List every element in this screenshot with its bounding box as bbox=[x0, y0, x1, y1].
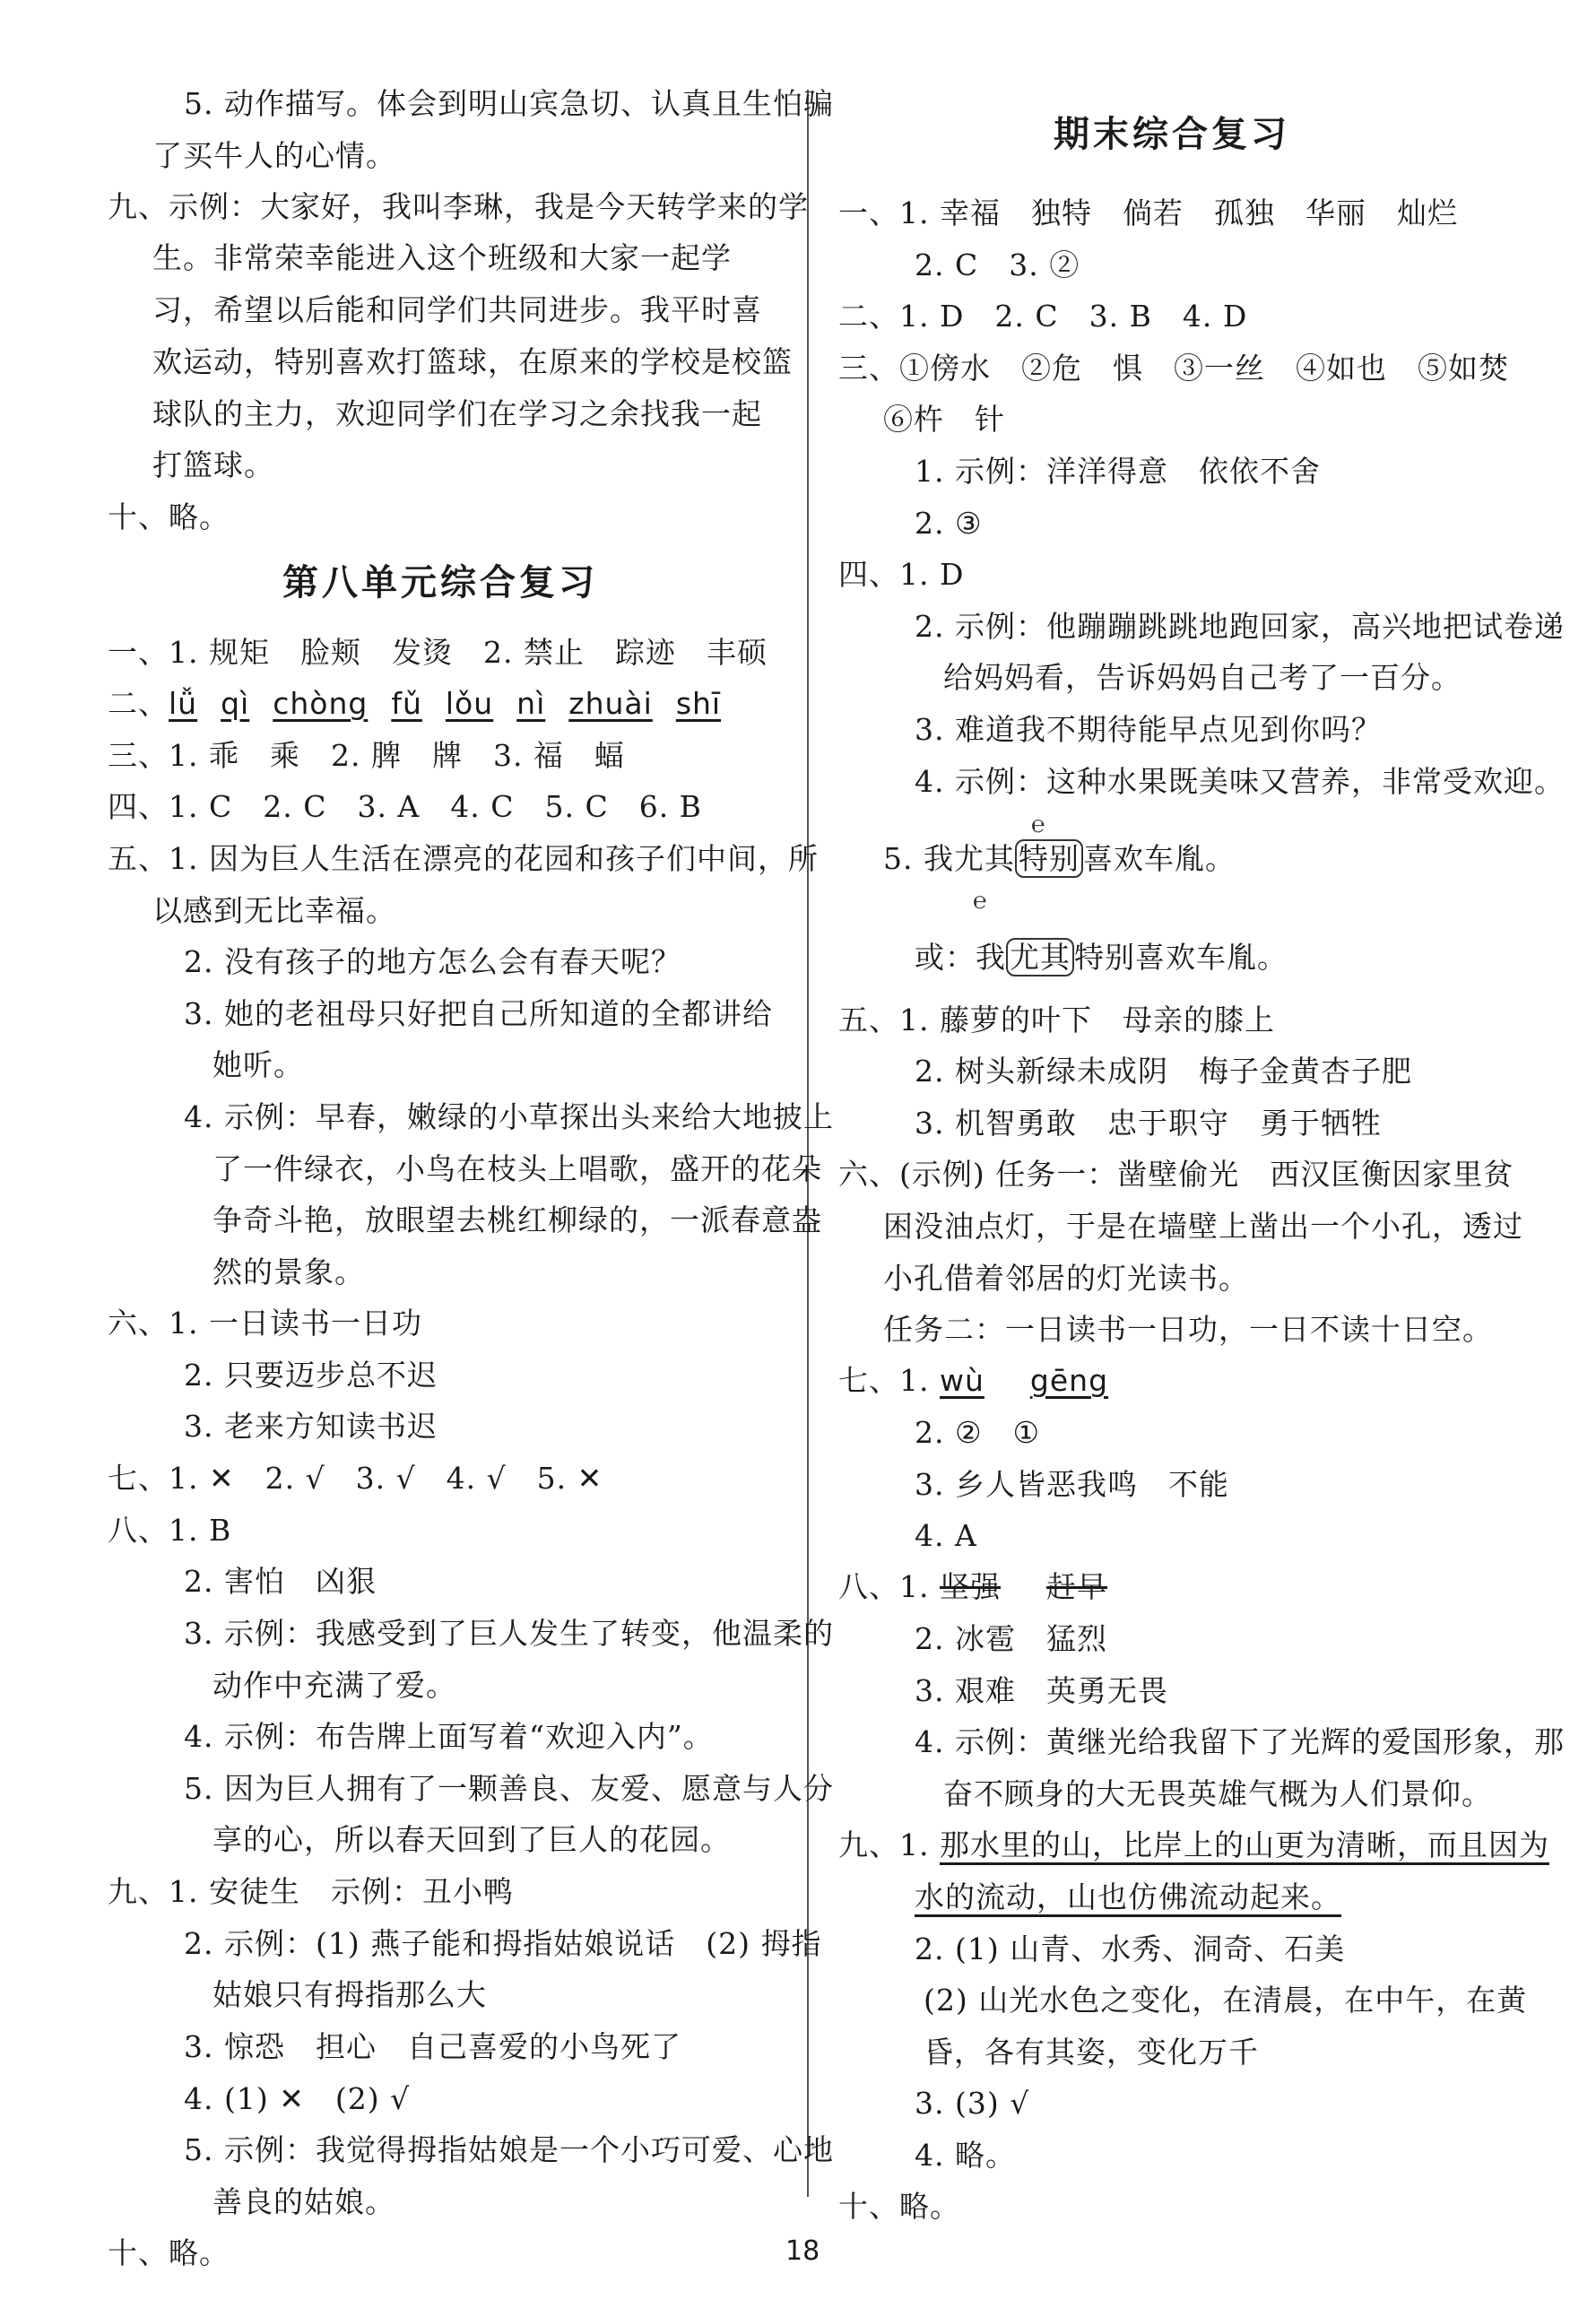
corrected-word: 坚强 bbox=[940, 1569, 1001, 1604]
answer-line: 然的景象。 bbox=[213, 1254, 365, 1289]
answer-line: 善良的姑娘。 bbox=[213, 2184, 395, 2219]
proofread-mark-icon: ℮ bbox=[1031, 812, 1045, 838]
q9-line-1 bbox=[838, 1820, 1549, 1870]
answer-line: 了一件绿衣，小鸟在枝头上唱歌，盛开的花朵 bbox=[213, 1151, 822, 1186]
answer-line: 姑娘只有拇指那么大 bbox=[213, 1977, 487, 2012]
answer-line: 4. 示例：这种水果既美味又营养，非常受欢迎。 bbox=[915, 764, 1565, 799]
answer-line: 十、略。 bbox=[108, 2235, 230, 2270]
question-number: 二、 bbox=[108, 686, 169, 721]
answer-line: 六、1. 一日读书一日功 bbox=[108, 1306, 422, 1341]
pinyin-answer: nì bbox=[516, 686, 546, 721]
answer-line: 5. 动作描写。体会到明山宾急切、认真且生怕骗 bbox=[184, 86, 834, 121]
answer-line: 五、1. 藤萝的叶下 母亲的膝上 bbox=[838, 1002, 1275, 1037]
answer-line: 她听。 bbox=[213, 1047, 304, 1082]
answer-line: 二、1. D 2. C 3. B 4. D bbox=[838, 299, 1248, 334]
answer-line: 4. (1) ✕ (2) √ bbox=[184, 2081, 411, 2116]
answer-line: 八、1. B bbox=[108, 1513, 232, 1548]
answer-line: 5. 示例：我觉得拇指姑娘是一个小巧可爱、心地 bbox=[184, 2132, 834, 2167]
answer-line: 六、(示例) 任务一：凿壁偷光 西汉匡衡因家里贫 bbox=[838, 1157, 1514, 1192]
pinyin-answer: zhuài bbox=[568, 686, 653, 721]
answer-line: 一、1. 幸福 独特 倘若 孤独 华丽 灿烂 bbox=[838, 195, 1458, 230]
answer-line: 生。非常荣幸能进入这个班级和大家一起学 bbox=[152, 240, 732, 275]
answer-line: 三、①傍水 ②危 惧 ③一丝 ④如也 ⑤如焚 bbox=[838, 351, 1509, 386]
answer-line: 3. 示例：我感受到了巨人发生了转变，他温柔的 bbox=[184, 1616, 834, 1651]
answer-line: 五、1. 因为巨人生活在漂亮的花园和孩子们中间，所 bbox=[108, 841, 819, 876]
answer-line: 4. 示例：早春，嫩绿的小草探出头来给大地披上 bbox=[184, 1099, 834, 1134]
answer-text: 喜欢车胤。 bbox=[1083, 841, 1236, 876]
question-number: 七、1. bbox=[838, 1363, 930, 1398]
answer-line: 2. 没有孩子的地方怎么会有春天呢？ bbox=[184, 944, 681, 979]
answer-line: 四、1. C 2. C 3. A 4. C 5. C 6. B bbox=[108, 789, 702, 824]
answer-line: 5. 因为巨人拥有了一颗善良、友爱、愿意与人分 bbox=[184, 1771, 834, 1806]
answer-line: 给妈妈看，告诉妈妈自己考了一百分。 bbox=[943, 660, 1462, 695]
swap-mark-box: 特别 bbox=[1015, 839, 1083, 878]
pinyin-answer: fǔ bbox=[391, 686, 422, 721]
answer-line: 3. 机智勇敢 忠于职守 勇于牺牲 bbox=[915, 1106, 1382, 1141]
answer-line: 2. ③ bbox=[915, 506, 983, 541]
column-divider bbox=[807, 90, 809, 2197]
pinyin-answer: gēng bbox=[1029, 1363, 1109, 1398]
answer-line: 4. 示例：黄继光给我留下了光辉的爱国形象，那 bbox=[915, 1724, 1565, 1759]
pinyin-answer: chòng bbox=[273, 686, 369, 721]
pinyin-answer-line bbox=[108, 679, 744, 729]
answer-line: 任务二：一日读书一日功，一日不读十日空。 bbox=[883, 1312, 1493, 1347]
answer-text: 特别喜欢车胤。 bbox=[1074, 940, 1288, 975]
question-number: 九、1. bbox=[838, 1827, 930, 1862]
answer-line: 九、示例：大家好，我叫李琳，我是今天转学来的学 bbox=[108, 189, 809, 224]
answer-text: 我尤其 bbox=[924, 841, 1015, 876]
answer-line: ⑥杵 针 bbox=[883, 402, 1005, 437]
answer-line: 3. 惊恐 担心 自己喜爱的小鸟死了 bbox=[184, 2029, 681, 2064]
q9-line-2 bbox=[915, 1872, 1341, 1922]
underlined-answer: 水的流动，山也仿佛流动起来。 bbox=[915, 1879, 1341, 1914]
section-title-final-review: 期末综合复习 bbox=[1054, 114, 1290, 155]
swap-mark-box: 尤其 bbox=[1006, 938, 1074, 976]
answer-line: 2. 树头新绿未成阴 梅子金黄杏子肥 bbox=[915, 1054, 1412, 1089]
answer-line: 2. 示例：(1) 燕子能和拇指姑娘说话 (2) 拇指 bbox=[184, 1926, 822, 1961]
answer-line: 3. 难道我不期待能早点见到你吗？ bbox=[915, 712, 1382, 747]
answer-line: 2. C 3. ② bbox=[915, 247, 1080, 282]
answer-text: 或：我 bbox=[915, 940, 1006, 975]
answer-line: 十、略。 bbox=[838, 2189, 960, 2224]
answer-line: 三、1. 乖 乘 2. 脾 牌 3. 福 蝠 bbox=[108, 738, 625, 773]
answer-line: 3. 她的老祖母只好把自己所知道的全都讲给 bbox=[184, 996, 773, 1031]
answer-line: 2. 示例：他蹦蹦跳跳地跑回家，高兴地把试卷递 bbox=[915, 609, 1565, 644]
answer-line: 2. (1) 山青、水秀、洞奇、石美 bbox=[915, 1931, 1346, 1966]
answer-line: 3. 乡人皆恶我鸣 不能 bbox=[915, 1467, 1229, 1502]
answer-line: 2. 冰雹 猛烈 bbox=[915, 1621, 1107, 1656]
proofread-answer-1 bbox=[883, 834, 1236, 884]
question-number: 5. bbox=[883, 841, 914, 876]
answer-line: 困没油点灯，于是在墙壁上凿出一个小孔，透过 bbox=[883, 1209, 1523, 1244]
answer-line: 九、1. 安徒生 示例：丑小鸭 bbox=[108, 1874, 514, 1909]
answer-line: 球队的主力，欢迎同学们在学习之余找我一起 bbox=[152, 396, 762, 431]
answer-line: (2) 山光水色之变化，在清晨，在中午，在黄 bbox=[924, 1983, 1528, 2018]
pinyin-answer: shī bbox=[675, 686, 722, 721]
answer-line: 4. A bbox=[915, 1518, 977, 1553]
answer-line: 了买牛人的心情。 bbox=[152, 138, 396, 173]
pinyin-answer: lǒu bbox=[445, 686, 494, 721]
answer-line: 2. 害怕 凶狠 bbox=[184, 1564, 377, 1599]
answer-line: 打篮球。 bbox=[152, 447, 274, 482]
answer-line: 十、略。 bbox=[108, 499, 230, 534]
answer-line: 2. ② ① bbox=[915, 1415, 1041, 1450]
q7-pinyin-line bbox=[838, 1356, 1108, 1406]
question-number: 八、1. bbox=[838, 1569, 930, 1604]
pinyin-answer: lǚ bbox=[169, 686, 198, 721]
answer-line: 3. 艰难 英勇无畏 bbox=[915, 1673, 1168, 1708]
proofread-mark-icon: ℮ bbox=[973, 888, 987, 915]
answer-line: 昏，各有其姿，变化万千 bbox=[924, 2035, 1259, 2070]
answer-line: 以感到无比幸福。 bbox=[152, 893, 396, 928]
answer-line: 争奇斗艳，放眼望去桃红柳绿的，一派春意盎 bbox=[213, 1202, 822, 1237]
answer-line: 4. 略。 bbox=[915, 2138, 1016, 2173]
section-title-unit8: 第八单元综合复习 bbox=[282, 562, 598, 603]
pinyin-answer: wù bbox=[940, 1363, 984, 1398]
answer-line: 奋不顾身的大无畏英雄气概为人们景仰。 bbox=[943, 1776, 1492, 1811]
answer-line: 享的心，所以春天回到了巨人的花园。 bbox=[213, 1822, 731, 1857]
page-number: 18 bbox=[785, 2235, 820, 2267]
pinyin-answer: qì bbox=[221, 686, 250, 721]
underlined-answer: 那水里的山，比岸上的山更为清晰，而且因为 bbox=[940, 1827, 1549, 1862]
proofread-answer-2 bbox=[915, 933, 1288, 983]
answer-line: 四、1. D bbox=[838, 557, 965, 592]
answer-line: 欢运动，特别喜欢打篮球，在原来的学校是校篮 bbox=[152, 344, 793, 379]
answer-line: 4. 示例：布告牌上面写着“欢迎入内”。 bbox=[184, 1719, 714, 1754]
answer-line: 3. 老来方知读书迟 bbox=[184, 1409, 438, 1444]
corrected-word: 赶早 bbox=[1046, 1569, 1107, 1604]
answer-line: 1. 示例：洋洋得意 依依不舍 bbox=[915, 454, 1321, 489]
answer-line: 3. (3) √ bbox=[915, 2086, 1030, 2121]
q8-line bbox=[838, 1562, 1107, 1612]
answer-line: 动作中充满了爱。 bbox=[213, 1668, 456, 1703]
answer-line: 2. 只要迈步总不迟 bbox=[184, 1358, 438, 1393]
answer-line: 七、1. ✕ 2. √ 3. √ 4. √ 5. ✕ bbox=[108, 1461, 603, 1496]
answer-line: 小孔借着邻居的灯光读书。 bbox=[883, 1261, 1249, 1296]
answer-line: 习，希望以后能和同学们共同进步。我平时喜 bbox=[152, 292, 762, 327]
answer-line: 一、1. 规矩 脸颊 发烫 2. 禁止 踪迹 丰硕 bbox=[108, 635, 768, 670]
